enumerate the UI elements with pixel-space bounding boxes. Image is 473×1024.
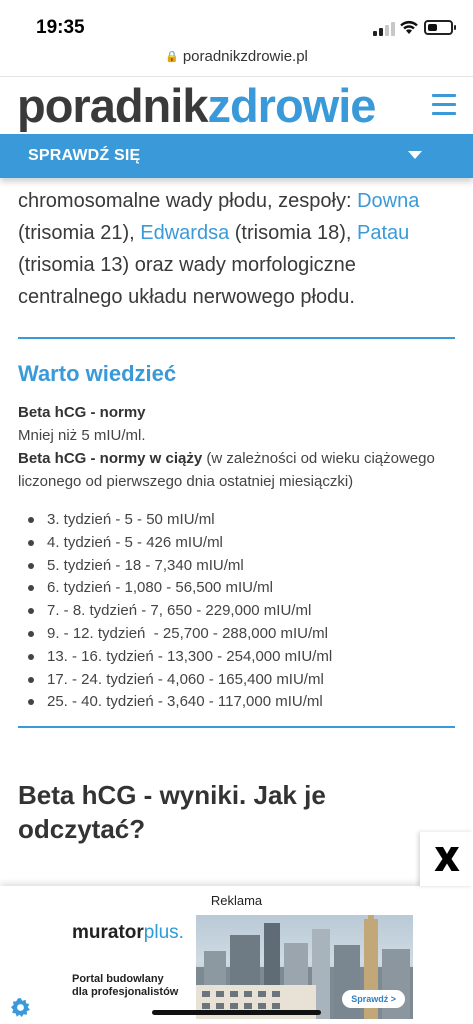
intro-text: chromosomalne wady płodu, zespoły:: [18, 190, 358, 212]
list-item: 4. tydzień - 5 - 426 mIU/ml: [18, 532, 455, 555]
home-indicator[interactable]: [152, 1010, 321, 1015]
list-item: 17. - 24. tydzień - 4,060 - 165,400 mIU/ml: [18, 669, 455, 692]
info-box-text: [18, 401, 455, 493]
list-item: 7. - 8. tydzień - 7, 650 - 229,000 mIU/ml: [18, 600, 455, 623]
divider: [18, 337, 455, 339]
status-bar: [0, 0, 473, 48]
logo-part-1: poradnik: [17, 79, 208, 132]
intro-text: (trisomia 13) oraz wady morfologiczne centralnego układu nerwowego płodu.: [18, 254, 356, 308]
battery-icon: [424, 20, 453, 35]
ad-image[interactable]: [196, 915, 413, 1019]
info-box-title: Warto wiedzieć: [18, 361, 177, 386]
list-item: 5. tydzień - 18 - 7,340 mIU/ml: [18, 555, 455, 578]
intro-paragraph: [18, 185, 455, 313]
wifi-icon: [399, 19, 419, 35]
intro-text: (trisomia 18),: [229, 222, 357, 244]
list-item: 25. - 40. tydzień - 3,640 - 117,000 mIU/ml: [18, 691, 455, 714]
list-item: 9. - 12. tydzień - 25,700 - 288,000 mIU/ml: [18, 623, 455, 646]
divider: [18, 726, 455, 728]
section-heading: Beta hCG - wyniki. Jak je odczytać?: [18, 780, 326, 845]
list-item: 3. tydzień - 5 - 50 mIU/ml: [18, 509, 455, 532]
link-downa[interactable]: Downa: [357, 190, 420, 212]
chevron-down-icon: [408, 151, 422, 159]
hamburger-menu-icon[interactable]: [432, 94, 456, 116]
pregnancy-norms-note: (w zależności od wieku ciążowego liczonego od pierwszego dnia ostatniej miesiączki): [18, 450, 435, 490]
check-yourself-label: SPRAWDŹ SIĘ: [28, 147, 141, 164]
ad-label: Reklama: [210, 893, 263, 908]
close-icon: [433, 846, 461, 872]
close-ad-button[interactable]: [420, 832, 473, 886]
url-text[interactable]: poradnikzdrowie.pl: [182, 48, 308, 65]
check-yourself-dropdown[interactable]: [0, 134, 473, 178]
ad-cta-button[interactable]: Sprawdź >: [342, 990, 405, 1008]
gear-icon[interactable]: [11, 998, 30, 1017]
norms-label: Beta hCG - normy: [18, 404, 146, 421]
lock-icon: 🔒: [165, 51, 179, 63]
article-content: [18, 178, 455, 846]
ad-brand-logo: [72, 922, 184, 944]
logo-part-2: zdrowie: [207, 79, 376, 132]
link-edwardsa[interactable]: Edwardsa: [140, 222, 230, 244]
list-item: 13. - 16. tydzień - 13,300 - 254,000 mIU/ml: [18, 646, 455, 669]
intro-text: (trisomia 21),: [18, 222, 141, 244]
norms-value: Mniej niż 5 mIU/ml.: [18, 427, 146, 444]
address-bar[interactable]: [0, 48, 473, 76]
link-patau[interactable]: Patau: [357, 222, 410, 244]
list-item: 6. tydzień - 1,080 - 56,500 mIU/ml: [18, 577, 455, 600]
ad-brand-plus: plus.: [143, 922, 184, 943]
ad-brand-main: murator: [72, 922, 144, 943]
pregnancy-norms-label: Beta hCG - normy w ciąży: [18, 450, 203, 467]
status-time: 19:35: [36, 17, 85, 38]
cellular-signal-icon: [373, 22, 395, 36]
site-logo[interactable]: [17, 79, 375, 133]
ad-tagline: Portal budowlany dla profesjonalistów: [72, 973, 179, 998]
site-header: [0, 76, 473, 134]
pregnancy-norms-list: [18, 509, 455, 714]
ad-banner[interactable]: [0, 886, 473, 1024]
